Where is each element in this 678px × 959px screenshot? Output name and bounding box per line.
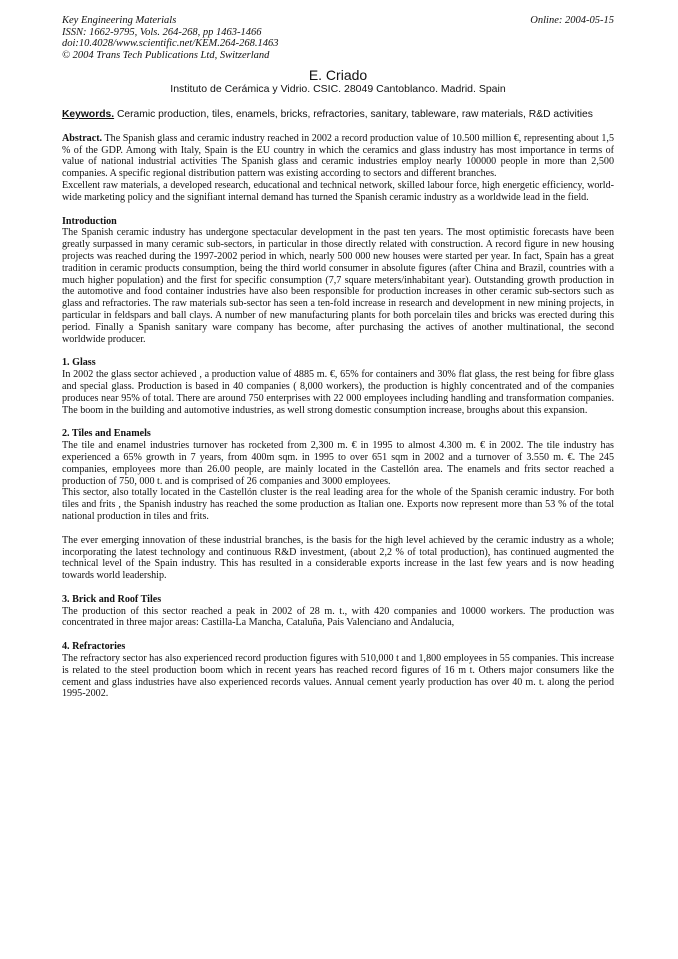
section-heading-brick: 3. Brick and Roof Tiles: [62, 593, 162, 605]
introduction-paragraph: The Spanish ceramic industry has undergone spectacular development in the past ten years. The most optimistic forecasts have been greatly surpassed in many ceramic sub-sectors, in particular in those directly related with construction. A record figure in new housing projects was reached during the 1997-2002 period in which, nearly 500 000 new houses were started per year. In fact, Spain has a great tradition in ceramic products consumption, being the third world consumer in absolute figures (after China and Brazil, countries with a much higher population) and the first for specific consumption (7,7 square meters/inhabitant year). Outstanding growth production in the automotive and food container industries have also been responsible for production increases in other ceramic sub-sectors such as glass and refractories. The raw materials sub-sector has seen a ten-fold increase in research and development in new mining projects, in particular in feldspars and ball clays. A number of new manufacturing plants for both porcelain tiles and bricks was erected during this period. Finally a Spanish sanitary ware company has become, after purchasing the actives of another multinational, the second worldwide producer.: [62, 227, 614, 345]
abstract-paragraph-1: [62, 133, 614, 180]
abstract-text-1: The Spanish glass and ceramic industry reached in 2002 a record production value of 10.500 million €, representing about 1,5 % of the GDP. Among with Italy, Spain is the EU country in which the ceramics and glass industry has most importance in terms of value of national industrial activities The Spanish glass and ceramic industries employ nearly 100000 people in more than 2,500 companies. A specific regional distribution pattern was existing according to sectors and different branches.: [62, 132, 614, 180]
section-heading-tiles: 2. Tiles and Enamels: [62, 428, 151, 440]
author-name: E. Criado: [308, 67, 368, 83]
paper-page: [62, 15, 614, 700]
journal-name: Key Engineering Materials: [62, 15, 177, 26]
journal-header: [62, 15, 614, 61]
section-heading-glass: 1. Glass: [62, 357, 96, 369]
keywords: [62, 109, 614, 121]
affiliation: Instituto de Cerámica y Vidrio. CSIC. 28049 Cantoblanco. Madrid. Spain: [170, 83, 506, 95]
abstract-label: Abstract.: [62, 132, 103, 144]
issn-line: ISSN: 1662-9795, Vols. 264-268, pp 1463-1466: [62, 26, 262, 38]
tiles-paragraph-1: The tile and enamel industries turnover has rocketed from 2,300 m. € in 1995 to almost 4.300 m. € in 2002. The tile industry has experienced a 65% growth in 7 years, from 400m sqm. in 1995 to over 651 sqm in 2002 and a turnover of 3.550 m. €. The 245 companies, employees more than 26.00 people, are mainly located in the Castellón area. The enamels and frits sector reached a production of 750, 000 t. and is comprised of 26 companies and 3000 employees.: [62, 440, 614, 487]
section-heading-refractories: 4. Refractories: [62, 641, 126, 653]
keywords-text: Ceramic production, tiles, enamels, bricks, refractories, sanitary, tableware, raw materials, R&D activities: [114, 109, 593, 120]
tiles-paragraph-3: The ever emerging innovation of these industrial branches, is the basis for the high level achieved by the ceramic industry as a whole; incorporating the latest technology and continuous R&D investment, (about 2,2 % of total production), has continued augmented the technical level of the Spain industry. This has resulted in a considerable exports increase in the last few years and is now heading towards world leadership.: [62, 534, 614, 582]
brick-paragraph: The production of this sector reached a peak in 2002 of 28 m. t., with 420 companies and 10000 workers. The production was concentrated in three major areas: Castilla-La Mancha, Cataluña, Pais Valenciano and Andalucia,: [62, 605, 614, 629]
keywords-label: Keywords.: [62, 109, 115, 120]
refractories-paragraph: The refractory sector has also experienced record production figures with 510,000 t and 1,800 employees in 55 companies. This increase is related to the steel production boom which in recent years has reached record figures of 16 m t. Others major consumers like the cement and glass industries have also experienced records values. Annual cement yearly production has over 40 m. t. along the period 1995-2002.: [62, 653, 614, 700]
abstract-paragraph-2: Excellent raw materials, a developed research, educational and technical network, skilled labour force, high energetic efficiency, world-wide marketing policy and the signifiant internal demand has turned the Spanish ceramic industry as a worldwide lead in the field.: [62, 179, 614, 203]
glass-paragraph: In 2002 the glass sector achieved , a production value of 4885 m. €, 65% for containers and 30% flat glass, the rest being for fibre glass and special glass. Production is based in 40 companies ( 8,000 workers), the production is highly concentrated and of the companies produces near 95% of total. There are around 750 enterprises with 22 000 employees including handling and transformation companies. The boom in the building and automotive industries, as well strong domestic consumption increase, broughs about this expansion.: [62, 369, 614, 416]
doi-line: doi:10.4028/www.scientific.net/KEM.264-268.1463: [62, 38, 279, 49]
online-date: Online: 2004-05-15: [530, 15, 614, 26]
section-heading-introduction: Introduction: [62, 215, 117, 227]
copyright-line: © 2004 Trans Tech Publications Ltd, Switzerland: [62, 49, 270, 61]
tiles-paragraph-2: This sector, also totally located in the Castellón cluster is the real leading area for the whole of the Spanish ceramic industry. For both tiles and frits , the Spanish industry has reached the some production as Italian one. Exports now represent more than 53 % of the total national production in tiles and frits.: [62, 487, 614, 522]
